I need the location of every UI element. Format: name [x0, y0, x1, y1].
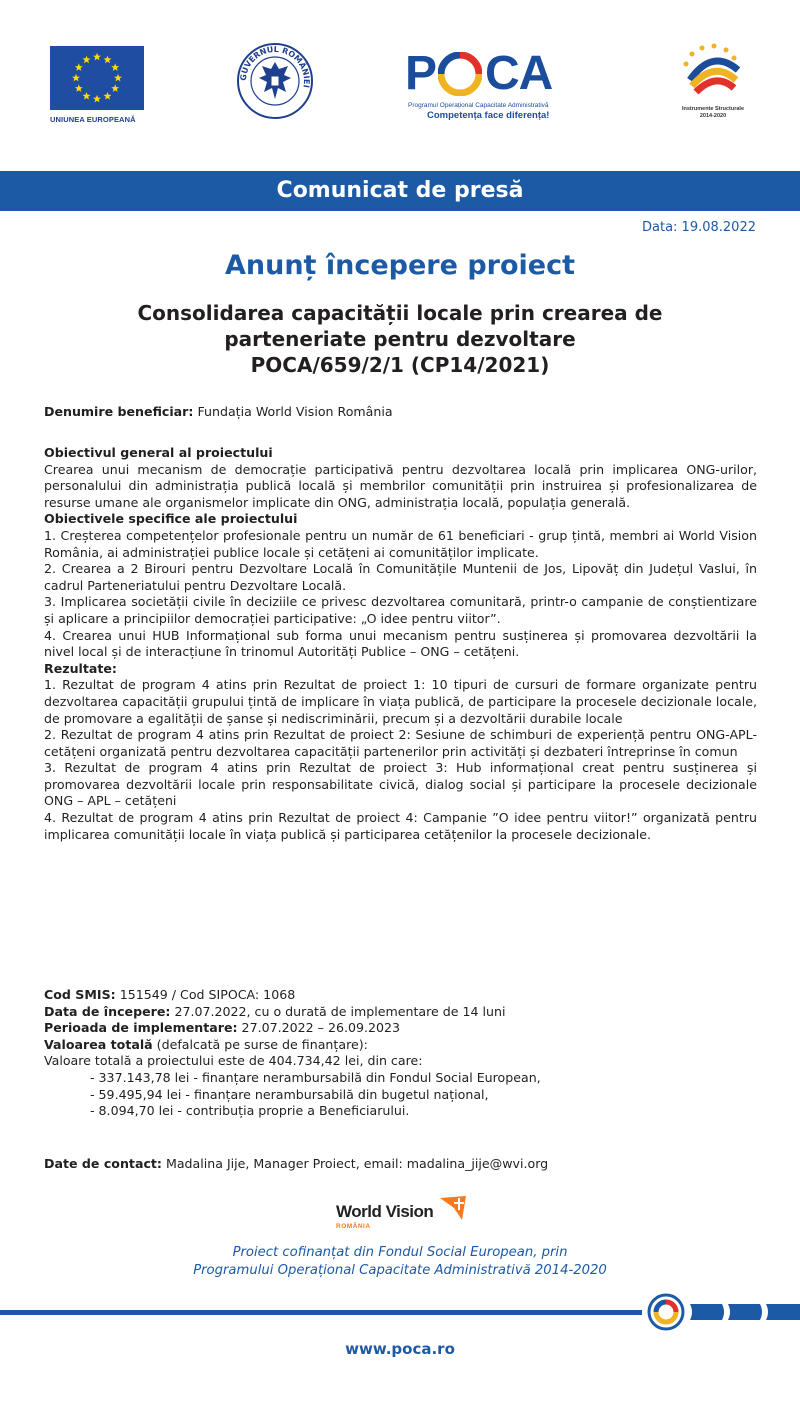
logo-row: [0, 40, 800, 130]
footer-arrow-segment: [766, 1304, 800, 1320]
contact-line: [44, 1156, 548, 1171]
poca-subtitle: Programul Operațional Capacitate Administrativă: [408, 102, 549, 109]
page-title: Anunț începere proiect: [225, 250, 575, 281]
contact-value: Madalina Jije, Manager Proiect, email: madalina_jije@wvi.org: [161, 1156, 549, 1171]
structural-instruments-caption: Instrumente Structurale 2014-2020: [681, 106, 745, 119]
poca-circle-icon: [438, 52, 482, 96]
footer-decoration: [0, 1290, 800, 1334]
poca-mini-circle-icon: [649, 1295, 683, 1329]
website-url: www.poca.ro: [345, 1340, 455, 1358]
result-item: 2. Rezultat de program 4 atins prin Rezultat de proiect 2: Sesiune de schimburi de experiență pentru ONG-APL-cetățeni organizată pentru dezvoltarea capacității partenerilor prin activități și dezbateri întreprinse în comun: [44, 727, 757, 759]
project-info: [44, 987, 757, 1120]
result-item: 1. Rezultat de program 4 atins prin Rezultat de proiect 1: 10 tipuri de cursuri de formare organizate pentru dezvoltarea capacității grupului țintă de implicare în viața publică, de participare la procesele decizionale locale, de promovare a egalității de șanse și nediscriminării, precum și a dezvoltării durabile locale: [44, 677, 757, 726]
subtitle-line: POCA/659/2/1 (CP14/2021): [250, 353, 550, 377]
eu-star-icon: [83, 56, 91, 64]
specific-objective-item: 3. Implicarea societății civile în deciziile ce privesc dezvoltarea comunitară, printr-o campanie de conștientizare și aplicare a principiilor democrației participative: „O idee pentru viitor”.: [44, 594, 757, 626]
eu-star-icon: [104, 56, 112, 64]
world-vision-logo: [334, 1194, 474, 1238]
subtitle-line: parteneriate pentru dezvoltare: [224, 327, 576, 351]
objectives-section: [44, 445, 757, 843]
result-item: 3. Rezultat de program 4 atins prin Rezultat de proiect 3: Hub informațional creat pentru susținerea și promovarea dezvoltării locale prin responsabilitate civică, dialog social și participare la procesele decizionale ONG – APL – cetățeni: [44, 760, 757, 809]
eu-flag-icon: [50, 46, 144, 110]
specific-objective-item: 2. Crearea a 2 Birouri pentru Dezvoltare Locală în Comunitățile Muntenii de Jos, Lipovăț din Județul Vaslui, în cadrul Parteneriatului pentru Dezvoltare Locală.: [44, 561, 757, 593]
eu-star-icon: [75, 84, 83, 92]
eu-star-icon: [83, 92, 91, 100]
eu-star-icon: [111, 63, 119, 71]
beneficiary-label: Denumire beneficiar:: [44, 404, 194, 419]
funding-breakdown-item: - 8.094,70 lei - contribuția proprie a Beneficiarului.: [90, 1103, 410, 1119]
world-vision-country: ROMÂNIA: [336, 1223, 371, 1230]
smis-code-line: Cod SMIS: 151549 / Cod SIPOCA: 1068: [44, 987, 296, 1002]
funding-breakdown-item: - 337.143,78 lei - finanțare nerambursabilă din Fondul Social European,: [90, 1069, 541, 1085]
specific-objective-item: 4. Crearea unui HUB Informațional sub forma unui mecanism pentru susținerea și promovarea dezvoltării la nivel local și de interacțiune în trinomul Autorități Publice – ONG – cetățeni.: [44, 627, 757, 660]
start-date-line: Data de începere: 27.07.2022, cu o durată de implementare de 14 luni: [44, 1003, 506, 1019]
beneficiary-value: Fundația World Vision România: [193, 404, 393, 419]
eu-caption: UNIUNEA EUROPEANĂ: [50, 115, 136, 124]
government-ring-text: GUVERNUL ROMÂNIEI: [238, 44, 312, 89]
world-vision-wordmark: World Vision: [336, 1202, 434, 1221]
poca-logo: P CA Programul Operațional Capacitate Administrativă Competența face diferența!: [405, 47, 553, 121]
structural-instruments-logo: [672, 40, 754, 126]
eu-star-icon: [93, 95, 101, 103]
funding-breakdown-item: - 59.495,94 lei - finanțare nerambursabilă din bugetul național,: [90, 1086, 489, 1102]
eu-star-icon: [111, 84, 119, 92]
result-item: 4. Rezultat de program 4 atins prin Rezultat de proiect 4: Campanie ”O idee pentru viitor!” organizată pentru implicarea comunității locale în viața publică și participarea cetățenilor la procesele decizionale.: [44, 810, 757, 842]
eu-star-icon: [93, 53, 101, 61]
footer-divider-line: [0, 1310, 642, 1315]
implementation-period-line: Perioada de implementare: 27.07.2022 – 26.09.2023: [44, 1020, 401, 1036]
eu-star-icon: [72, 74, 80, 82]
world-vision-star-icon: [438, 1194, 470, 1226]
general-objective-heading: Obiectivul general al proiectului: [44, 445, 273, 460]
footer-arrow-segment: [690, 1304, 724, 1320]
project-subtitle: [100, 300, 700, 378]
eu-star-icon: [114, 74, 122, 82]
structural-instruments-icon: [672, 40, 754, 104]
total-value-text: Valoare totală a proiectului este de 404.734,42 lei, din care:: [44, 1053, 423, 1069]
press-release-banner: Comunicat de presă: [0, 171, 800, 211]
cofinance-note: Proiect cofinanțat din Fondul Social European, prin Programului Operațional Capacitate Administrativă 2014-2020: [193, 1245, 607, 1278]
results-heading: Rezultate:: [44, 660, 117, 676]
subtitle-line: Consolidarea capacității locale prin crearea de: [137, 301, 663, 325]
total-value-line: Valoarea totală (defalcată pe surse de finanțare):: [44, 1036, 368, 1052]
eu-star-icon: [104, 92, 112, 100]
contact-label: Date de contact:: [44, 1156, 162, 1171]
beneficiary-line: [44, 404, 757, 421]
specific-objectives-heading: Obiectivele specifice ale proiectului: [44, 511, 298, 527]
eu-logo: [50, 46, 146, 124]
footer-arrow-segment: [728, 1304, 762, 1320]
general-objective-text: Crearea unui mecanism de democrație participativă pentru dezvoltarea locală prin implicarea ONG-urilor, personalului din administrația publică locală și membrilor comunității prin instruirea și profesionalizarea de resurse umane ale organismelor implicate din ONG, administrația locală, populația generală.: [44, 461, 757, 510]
release-date: Data: 19.08.2022: [642, 220, 756, 235]
eu-star-icon: [75, 63, 83, 71]
specific-objective-item: 1. Creșterea competențelor profesionale pentru un număr de 61 beneficiari - grup țintă, membri ai World Vision România, ai administrației publice locale și cetățeni ai comunităților implicate.: [44, 527, 757, 560]
poca-slogan: Competența face diferența!: [427, 110, 550, 121]
government-seal-logo: [236, 42, 314, 120]
